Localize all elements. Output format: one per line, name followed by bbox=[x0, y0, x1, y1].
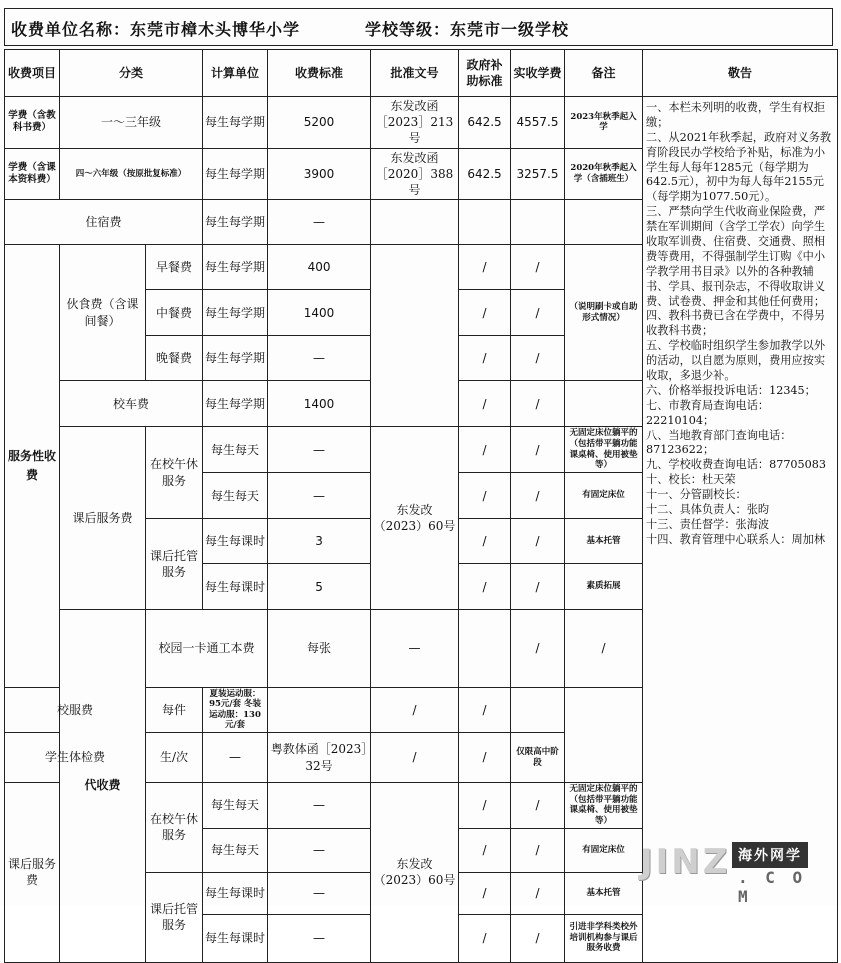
collected-nap-subsidy: / bbox=[459, 783, 511, 829]
collected-nap-unit: 每生每天 bbox=[203, 828, 268, 872]
tuition-standard: 5200 bbox=[268, 97, 371, 149]
care-standard: 5 bbox=[268, 564, 371, 610]
col-remarks: 备注 bbox=[565, 50, 643, 97]
col-actual: 实收学费 bbox=[511, 50, 565, 97]
collected-care-standard: — bbox=[268, 914, 371, 962]
site-watermark bbox=[640, 842, 830, 906]
bus-subsidy: / bbox=[459, 381, 511, 427]
nap-actual: / bbox=[511, 427, 565, 473]
uniform-actual: / bbox=[459, 687, 511, 733]
collected-nap-remark: 有固定床位 bbox=[565, 828, 643, 872]
exam-actual: / bbox=[459, 733, 511, 783]
lodging-actual bbox=[511, 200, 565, 245]
col-notice: 敬告 bbox=[643, 50, 838, 97]
collected-care-actual: / bbox=[511, 914, 565, 962]
meal-remark: （说明刷卡或自助形式情况） bbox=[565, 245, 643, 381]
school-grade: 学校等级：东莞市一级学校 bbox=[365, 20, 570, 39]
breakfast-standard: 400 bbox=[268, 245, 371, 290]
uniform-subsidy: / bbox=[371, 687, 459, 733]
document-header bbox=[4, 8, 833, 46]
collected-nap-actual: / bbox=[511, 783, 565, 829]
dinner-actual: / bbox=[511, 336, 565, 381]
lodging-remark bbox=[565, 200, 643, 245]
tuition-category: 四～六年级（按原批复标准） bbox=[60, 148, 203, 200]
col-unit: 计算单位 bbox=[203, 50, 268, 97]
dinner-standard: — bbox=[268, 336, 371, 381]
tuition-standard: 3900 bbox=[268, 148, 371, 200]
col-item: 收费项目 bbox=[5, 50, 60, 97]
care-service-name: 课后托管服务 bbox=[146, 519, 203, 610]
uniform-approval bbox=[268, 687, 371, 733]
bus-standard: 1400 bbox=[268, 381, 371, 427]
care-subsidy: / bbox=[459, 519, 511, 564]
collected-nap-standard: — bbox=[268, 783, 371, 829]
exam-unit: 生/次 bbox=[146, 733, 203, 783]
tuition-item: 学费（含教科书费） bbox=[5, 97, 60, 149]
tuition-category: 一～三年级 bbox=[60, 97, 203, 149]
card-actual: / bbox=[565, 610, 643, 687]
nap-remark: 无固定床位躺平的（包括带平躺功能课桌椅、使用被垫等） bbox=[565, 427, 643, 473]
col-subsidy: 政府补助标准 bbox=[459, 50, 511, 97]
bus-remark bbox=[565, 381, 643, 427]
nap-subsidy: / bbox=[459, 427, 511, 473]
breakfast-name: 早餐费 bbox=[146, 245, 203, 290]
collected-after-school-approval: 东发改（2023）60号 bbox=[371, 783, 459, 963]
exam-remark: 仅限高中阶段 bbox=[511, 733, 565, 783]
col-approval: 批准文号 bbox=[371, 50, 459, 97]
care-subsidy: / bbox=[459, 564, 511, 610]
collected-care-subsidy: / bbox=[459, 914, 511, 962]
breakfast-subsidy: / bbox=[459, 245, 511, 290]
collected-nap-actual: / bbox=[511, 828, 565, 872]
collected-care-remark: 基本托管 bbox=[565, 872, 643, 914]
bus-unit: 每生每学期 bbox=[203, 381, 268, 427]
tuition-remark: 2020年秋季起入学（含插班生） bbox=[565, 148, 643, 200]
collected-nap-subsidy: / bbox=[459, 828, 511, 872]
nap-unit: 每生每天 bbox=[203, 427, 268, 473]
tuition-unit: 每生每学期 bbox=[203, 97, 268, 149]
breakfast-actual: / bbox=[511, 245, 565, 290]
collected-care-actual: / bbox=[511, 872, 565, 914]
uniform-unit: 每件 bbox=[146, 687, 203, 733]
care-actual: / bbox=[511, 519, 565, 564]
collected-nap-remark: 无固定床位躺平的（包括带平躺功能课桌椅、使用被垫等） bbox=[565, 783, 643, 829]
table-header-row bbox=[5, 50, 838, 97]
collected-after-school-name: 课后服务费 bbox=[5, 783, 60, 963]
exam-fee-name: 学生体检费 bbox=[5, 733, 146, 783]
tuition-subsidy: 642.5 bbox=[459, 97, 511, 149]
after-school-approval: 东发改（2023）60号 bbox=[371, 427, 459, 610]
tuition-remark: 2023年秋季起入学 bbox=[565, 97, 643, 149]
school-name: 收费单位名称：东莞市樟木头博华小学 bbox=[11, 20, 301, 39]
notice-cell bbox=[643, 97, 838, 963]
collected-care-name: 课后托管服务 bbox=[146, 872, 203, 962]
watermark-cn: 海外网学 bbox=[732, 842, 808, 868]
lunch-name: 中餐费 bbox=[146, 290, 203, 336]
tuition-item: 学费（含课本资料费） bbox=[5, 148, 60, 200]
tuition-unit: 每生每学期 bbox=[203, 148, 268, 200]
tuition-actual: 3257.5 bbox=[511, 148, 565, 200]
exam-approval: 粤教体函［2023］32号 bbox=[268, 733, 371, 783]
collected-fee-label: 代收费 bbox=[60, 610, 146, 962]
tuition-actual: 4557.5 bbox=[511, 97, 565, 149]
uniform-remark bbox=[511, 687, 565, 733]
bus-actual: / bbox=[511, 381, 565, 427]
tuition-subsidy: 642.5 bbox=[459, 148, 511, 200]
lodging-unit: 每生每学期 bbox=[203, 200, 268, 245]
exam-standard: — bbox=[203, 733, 268, 783]
collected-care-subsidy: / bbox=[459, 872, 511, 914]
nap-standard: — bbox=[268, 427, 371, 473]
meal-approval bbox=[371, 245, 459, 427]
nap-unit: 每生每天 bbox=[203, 473, 268, 519]
collected-nap-name: 在校午休服务 bbox=[146, 783, 203, 873]
collected-care-unit: 每生每课时 bbox=[203, 872, 268, 914]
nap-remark: 有固定床位 bbox=[565, 473, 643, 519]
care-standard: 3 bbox=[268, 519, 371, 564]
nap-subsidy: / bbox=[459, 473, 511, 519]
care-unit: 每生每课时 bbox=[203, 564, 268, 610]
lunch-subsidy: / bbox=[459, 290, 511, 336]
card-approval bbox=[459, 610, 511, 687]
lodging-name: 住宿费 bbox=[5, 200, 203, 245]
lunch-actual: / bbox=[511, 290, 565, 336]
collected-care-unit: 每生每课时 bbox=[203, 914, 268, 962]
dinner-name: 晚餐费 bbox=[146, 336, 203, 381]
dinner-subsidy: / bbox=[459, 336, 511, 381]
care-unit: 每生每课时 bbox=[203, 519, 268, 564]
card-subsidy: / bbox=[511, 610, 565, 687]
after-school-fee-name: 课后服务费 bbox=[60, 427, 146, 610]
col-category: 分类 bbox=[60, 50, 203, 97]
uniform-fee-name: 校服费 bbox=[5, 687, 146, 733]
tuition-approval: 东发改函［2023］213号 bbox=[371, 97, 459, 149]
nap-standard: — bbox=[268, 473, 371, 519]
watermark-domain: . C O M bbox=[738, 868, 807, 906]
lunch-unit: 每生每学期 bbox=[203, 290, 268, 336]
fee-table bbox=[4, 49, 838, 963]
card-fee-name: 校园一卡通工本费 bbox=[146, 610, 268, 687]
table-row bbox=[5, 97, 838, 149]
col-standard: 收费标准 bbox=[268, 50, 371, 97]
care-remark: 素质拓展 bbox=[565, 564, 643, 610]
watermark-brand: JINZ bbox=[640, 842, 731, 882]
lodging-subsidy bbox=[459, 200, 511, 245]
card-standard: — bbox=[371, 610, 459, 687]
exam-subsidy: / bbox=[371, 733, 459, 783]
collected-nap-standard: — bbox=[268, 828, 371, 872]
lunch-standard: 1400 bbox=[268, 290, 371, 336]
collected-care-standard: — bbox=[268, 872, 371, 914]
nap-actual: / bbox=[511, 473, 565, 519]
lodging-standard: — bbox=[268, 200, 371, 245]
breakfast-unit: 每生每学期 bbox=[203, 245, 268, 290]
meal-fee-name: 伙食费（含课间餐） bbox=[60, 245, 146, 381]
nap-service-name: 在校午休服务 bbox=[146, 427, 203, 519]
dinner-unit: 每生每学期 bbox=[203, 336, 268, 381]
care-remark: 基本托管 bbox=[565, 519, 643, 564]
care-actual: / bbox=[511, 564, 565, 610]
tuition-approval: 东发改函［2020］388号 bbox=[371, 148, 459, 200]
collected-nap-unit: 每生每天 bbox=[203, 783, 268, 829]
collected-care-remark: 引进非学科类校外培训机构参与课后服务收费 bbox=[565, 914, 643, 962]
lodging-approval bbox=[371, 200, 459, 245]
uniform-standard: 夏装运动服：95元/套 冬装运动服：130元/套 bbox=[203, 687, 268, 733]
notice-text: 一、本栏未列明的收费，学生有权拒缴； 二、从2021年秋季起，政府对义务教育阶段民办学校给予补贴，标准为小学生每人每年1285元（每学期为642.5元），初中为每人每年2155元（每学期为1077.50元）。 三、严禁向学生代收商业保险费，严禁在军训期间（含学工学农）向学生收取军训费、住宿费、交通费、照相费等费用，不得强制学生订购《中小学教学用书目录》以外的各种教辅书、学具、报刊杂志，不得收取讲义费、试卷费、押金和其他任何费用； 四、教科书费已含在学费中，不得另收教科书费； 五、学校临时组织学生参加教学以外的活动，以自愿为原则，费用应按实收取，多退少补。 六、价格举报投诉电话：12345； 七、市教育局查询电话：22210104； 八、当地教育部门查询电话：87123622； 九、学校收费查询电话：87705083 十、校长：杜天荣 十一、分管副校长： 十二、具体负责人：张昀 十三、责任督学：张海波 十四、教育管理中心联系人：周加林 bbox=[646, 101, 832, 546]
bus-fee-name: 校车费 bbox=[60, 381, 203, 427]
service-fee-label: 服务性收费 bbox=[5, 245, 60, 687]
card-unit: 每张 bbox=[268, 610, 371, 687]
